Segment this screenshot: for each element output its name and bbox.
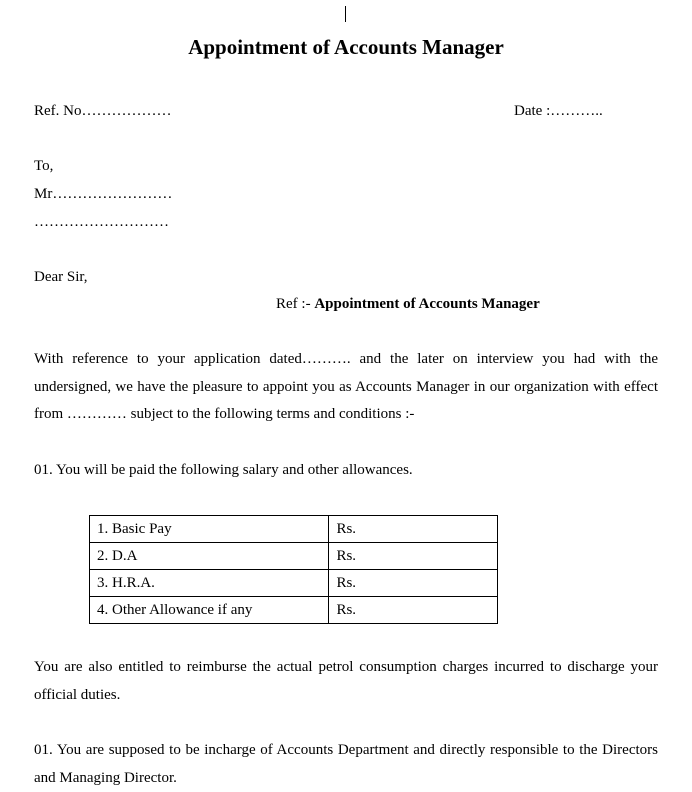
table-cell-item: 2. D.A [90,543,329,570]
table-row [90,570,498,597]
subject-prefix: Ref :- [276,296,315,312]
text-cursor [345,6,346,22]
table-row [90,543,498,570]
salary-clause: 01. You will be paid the following salary and other allowances. [34,462,413,478]
ref-no: Ref. No……………… [34,103,172,119]
table-row [90,597,498,624]
subject-line [276,294,540,314]
salutation: Dear Sir, [34,269,88,285]
to-line: To, [34,158,54,174]
table-cell-amount: Rs. [329,543,498,570]
table-row [90,516,498,543]
intro-paragraph: With reference to your application dated………. and the later on interview you had with the undersigned, we have the pleasure to appoint you as Accounts Manager in our organization with effect from ………… subject to the following terms and conditions :- [34,351,658,422]
table-cell-amount: Rs. [329,570,498,597]
recipient-name: Mr…………………… [34,186,173,202]
table-cell-amount: Rs. [329,597,498,624]
incharge-paragraph: 01. You are supposed to be incharge of Accounts Department and directly responsible to the Directors and Managing Director. [34,742,658,786]
letter-title: Appointment of Accounts Manager [188,35,504,59]
subject-text: Appointment of Accounts Manager [314,296,540,312]
date-field: Date :……….. [514,103,603,119]
recipient-address: ……………………… [34,214,169,230]
petrol-paragraph: You are also entitled to reimburse the actual petrol consumption charges incurred to discharge your official duties. [34,659,658,703]
table-cell-item: 3. H.R.A. [90,570,329,597]
table-cell-item: 4. Other Allowance if any [90,597,329,624]
table-cell-amount: Rs. [329,516,498,543]
table-cell-item: 1. Basic Pay [90,516,329,543]
salary-table [89,515,498,624]
